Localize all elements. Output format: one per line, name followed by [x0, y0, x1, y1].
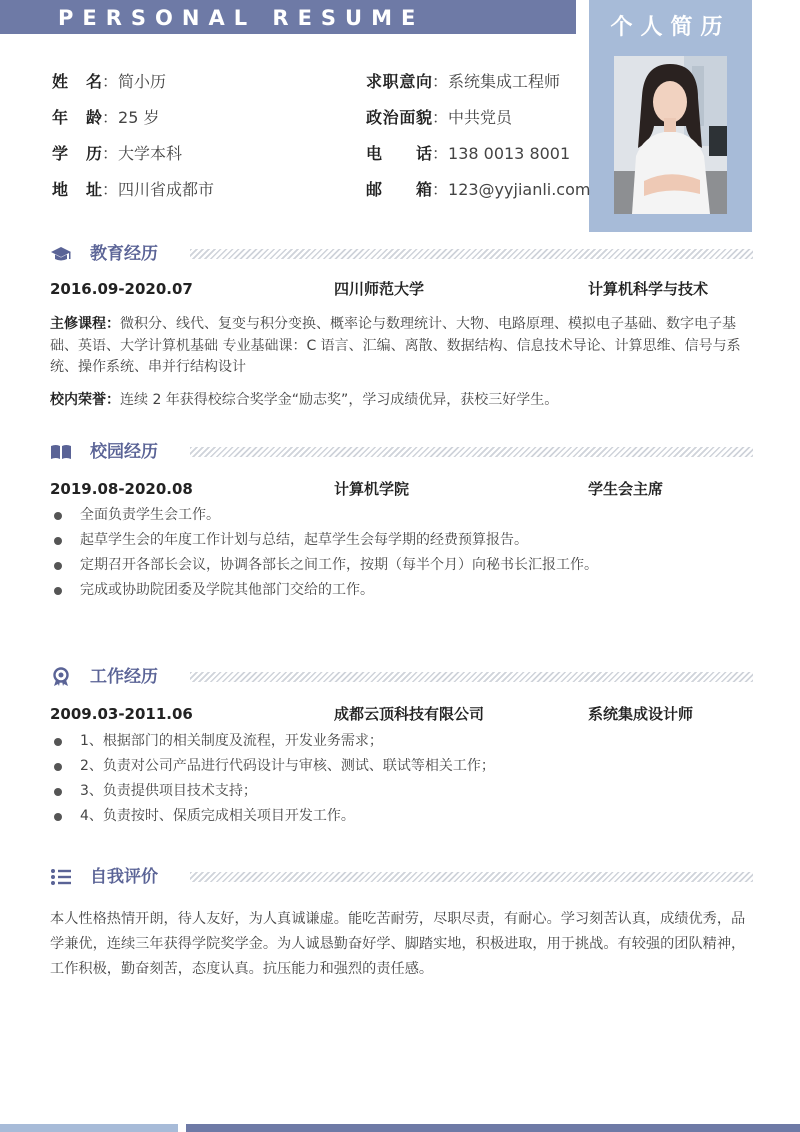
- bullet-icon: [54, 587, 62, 595]
- info-political-status: 政治面貌：中共党员: [366, 108, 513, 127]
- info-label: 地 址: [52, 180, 102, 199]
- bullet-icon: [54, 562, 62, 570]
- info-value: 简小历: [118, 72, 167, 91]
- header-band: [0, 0, 576, 34]
- campus-duties: [50, 503, 753, 603]
- section-divider: [190, 872, 753, 882]
- section-title: 工作经历: [90, 667, 158, 687]
- profile-photo: [614, 56, 727, 214]
- bullet-icon: [54, 813, 62, 821]
- work-entry: [50, 703, 753, 725]
- list-item: 3、负责提供项目技术支持；: [50, 779, 753, 804]
- entry-role: 系统集成设计师: [588, 705, 694, 723]
- info-name: 姓 名：简小历: [52, 72, 167, 91]
- info-label: 年 龄: [52, 108, 102, 127]
- info-value: 系统集成工程师: [448, 72, 561, 91]
- campus-entry: [50, 478, 753, 500]
- resume-cn-title: 个人简历: [610, 15, 731, 40]
- list-item: 完成或协助院团委及学院其他部门交给的工作。: [50, 578, 753, 603]
- work-duties: [50, 729, 753, 829]
- entry-organization: 计算机学院: [334, 480, 410, 498]
- info-job-intention: 求职意向：系统集成工程师: [366, 72, 561, 91]
- section-title: 校园经历: [90, 442, 158, 462]
- section-work-header: [50, 666, 753, 688]
- list-item: 1、根据部门的相关制度及流程，开发业务需求；: [50, 729, 753, 754]
- list-item: 全面负责学生会工作。: [50, 503, 753, 528]
- info-value: 138 0013 8001: [448, 144, 571, 163]
- list-icon: [50, 867, 72, 887]
- info-label: 学 历: [52, 144, 102, 163]
- info-age: 年 龄：25 岁: [52, 108, 160, 127]
- info-value: 123@yyjianli.com: [448, 180, 591, 199]
- info-email: 邮 箱：123@yyjianli.com: [366, 180, 591, 199]
- info-address: 地 址：四川省成都市: [52, 180, 215, 199]
- honors-text: 连续 2 年获得校综合奖学金“励志奖”，学习成绩优异，获校三好学生。: [120, 392, 559, 408]
- photo-panel: [589, 0, 752, 232]
- list-item: 起草学生会的年度工作计划与总结，起草学生会每学期的经费预算报告。: [50, 528, 753, 553]
- honors-label: 校内荣誉：: [50, 392, 120, 408]
- info-label: 求职意向: [366, 72, 432, 91]
- info-label: 邮 箱: [366, 180, 432, 199]
- info-label: 姓 名: [52, 72, 102, 91]
- courses-label: 主修课程：: [50, 316, 120, 332]
- section-divider: [190, 249, 753, 259]
- info-value: 大学本科: [118, 144, 183, 163]
- info-degree: 学 历：大学本科: [52, 144, 183, 163]
- entry-date: 2009.03-2011.06: [50, 705, 193, 723]
- education-courses: [50, 314, 753, 379]
- section-title: 教育经历: [90, 244, 158, 264]
- entry-date: 2016.09-2020.07: [50, 280, 193, 298]
- section-self-eval-header: [50, 866, 753, 888]
- resume-title: PERSONAL RESUME: [58, 6, 425, 30]
- award-badge-icon: [50, 667, 72, 687]
- bullet-icon: [54, 788, 62, 796]
- entry-role: 学生会主席: [588, 480, 664, 498]
- entry-organization: 成都云顶科技有限公司: [334, 705, 485, 723]
- section-education-header: [50, 243, 753, 265]
- graduation-cap-icon: [50, 244, 72, 264]
- bullet-icon: [54, 738, 62, 746]
- info-phone: 电 话：138 0013 8001: [366, 144, 571, 163]
- list-item: 4、负责按时、保质完成相关项目开发工作。: [50, 804, 753, 829]
- section-title: 自我评价: [90, 867, 158, 887]
- section-divider: [190, 672, 753, 682]
- info-label: 政治面貌: [366, 108, 432, 127]
- list-item: 定期召开各部长会议，协调各部长之间工作，按期（每半个月）向秘书长汇报工作。: [50, 553, 753, 578]
- bullet-icon: [54, 537, 62, 545]
- info-value: 中共党员: [448, 108, 513, 127]
- entry-role: 计算机科学与技术: [588, 280, 709, 298]
- bullet-icon: [54, 763, 62, 771]
- section-campus-header: [50, 441, 753, 463]
- entry-organization: 四川师范大学: [334, 280, 425, 298]
- courses-text: 微积分、线代、复变与积分变换、概率论与数理统计、大物、电路原理、模拟电子基础、数字电子基础、英语、大学计算机基础 专业基础课：C 语言、汇编、离散、数据结构、信息技术导论、计算思维、信号与系统、操作系统、串并行结构设计: [50, 316, 741, 375]
- bullet-icon: [54, 512, 62, 520]
- book-icon: [50, 442, 72, 462]
- section-divider: [190, 447, 753, 457]
- info-value: 四川省成都市: [118, 180, 215, 199]
- education-entry: [50, 278, 753, 300]
- footer-band: [0, 1124, 800, 1132]
- info-value: 25 岁: [118, 108, 160, 127]
- entry-date: 2019.08-2020.08: [50, 480, 193, 498]
- self-eval-text: 本人性格热情开朗，待人友好，为人真诚谦虚。能吃苦耐劳，尽职尽责，有耐心。学习刻苦认真，成绩优秀，品学兼优，连续三年获得学院奖学金。为人诚恳勤奋好学、脚踏实地，积极进取，用于挑战。有较强的团队精神，工作积极，勤奋刻苦，态度认真。抗压能力和强烈的责任感。: [50, 911, 746, 977]
- info-label: 电 话: [366, 144, 432, 163]
- list-item: 2、负责对公司产品进行代码设计与审核、测试、联试等相关工作；: [50, 754, 753, 779]
- education-honors: [50, 390, 753, 412]
